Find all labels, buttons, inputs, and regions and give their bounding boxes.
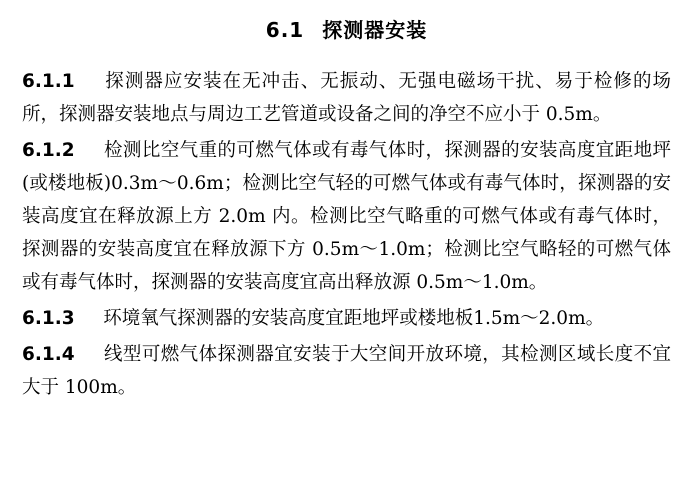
clause-label: 6.1.3 bbox=[22, 308, 75, 329]
clause-6-1-1 bbox=[22, 65, 671, 131]
clause-text: 环境氧气探测器的安装高度宜距地坪或楼地板1.5m～2.0m。 bbox=[84, 308, 605, 329]
clause-label: 6.1.2 bbox=[22, 140, 75, 161]
clause-text: 探测器应安装在无冲击、无振动、无强电磁场干扰、易于检修的场所，探测器安装地点与周边工艺管道或设备之间的净空不应小于 0.5m。 bbox=[22, 71, 671, 125]
clause-6-1-3 bbox=[22, 302, 671, 335]
page-title bbox=[22, 14, 671, 43]
section-number: 6.1 bbox=[265, 18, 305, 42]
clause-text: 检测比空气重的可燃气体或有毒气体时，探测器的安装高度宜距地坪(或楼地板)0.3m～0.6m；检测比空气轻的可燃气体或有毒气体时，探测器的安装高度宜在释放源上方 2.0m 内。检测比空气略重的可燃气体或有毒气体时，探测器的安装高度宜在释放源下方 0.5m～1.0m；检测比空气略轻的可燃气体或有毒气体时，探测器的安装高度宜高出释放源 0.5m～1.0m。 bbox=[22, 140, 671, 293]
clause-6-1-2 bbox=[22, 134, 671, 299]
clause-text: 线型可燃气体探测器宜安装于大空间开放环境，其检测区域长度不宜大于 100m。 bbox=[22, 344, 671, 398]
clause-label: 6.1.4 bbox=[22, 344, 75, 365]
section-heading-text: 探测器安装 bbox=[322, 18, 428, 42]
clause-6-1-4 bbox=[22, 338, 671, 404]
clause-label: 6.1.1 bbox=[22, 71, 75, 92]
